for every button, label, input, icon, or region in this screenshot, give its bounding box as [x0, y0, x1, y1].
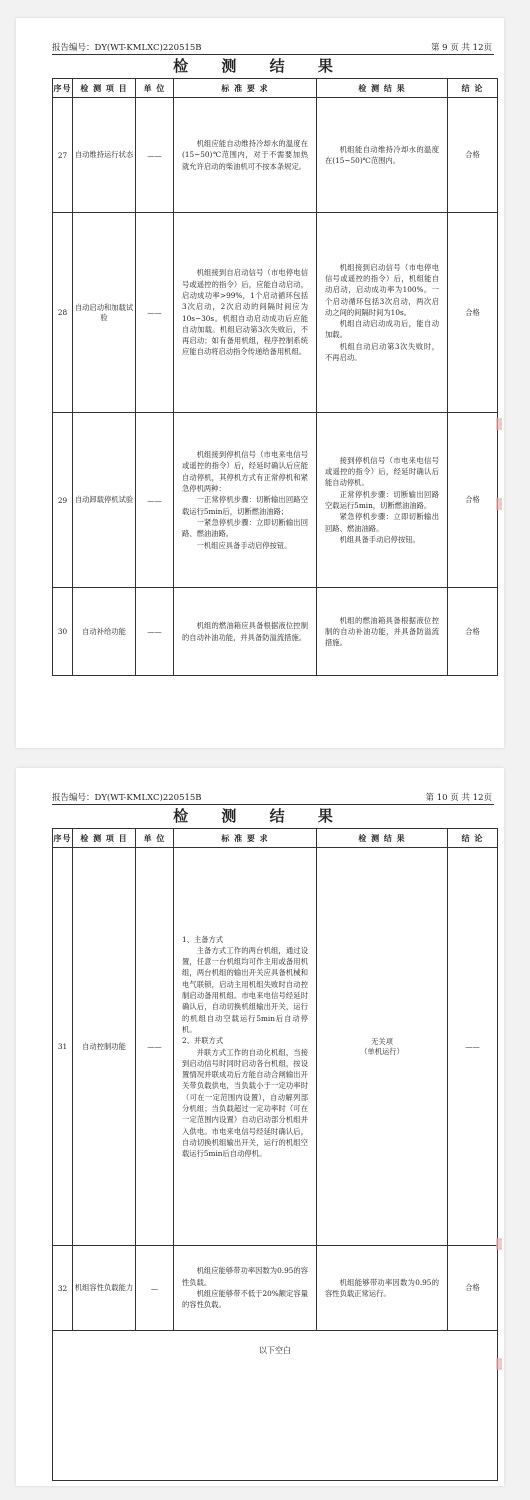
row-result: 机组的燃油箱具备根据液位控制的自动补油功能，并具备防溢流措施。: [317, 588, 448, 676]
row-unit: ——: [136, 588, 174, 676]
row-unit: ——: [136, 413, 174, 588]
row-number: 32: [53, 1246, 73, 1331]
row-number: 31: [53, 848, 73, 1246]
col-header-result: 检 测 结 果: [317, 829, 448, 848]
table-header-row: [53, 79, 498, 98]
row-conclusion: 合格: [448, 213, 498, 413]
row-conclusion: 合格: [448, 1246, 498, 1331]
row-unit: ——: [136, 98, 174, 213]
report-number: 报告编号：DY(WT-KMLXC)220515B: [52, 43, 202, 53]
row-number: 30: [53, 588, 73, 676]
col-header-result: 检 测 结 果: [317, 79, 448, 98]
row-unit: ——: [136, 213, 174, 413]
stamp-edge-mark: [496, 1238, 502, 1250]
row-unit: —: [136, 1246, 174, 1331]
stamp-edge-mark: [496, 498, 502, 510]
row-item: 自动维持运行状态: [73, 98, 136, 213]
page-indicator: 第 10 页 共 12页: [425, 793, 492, 803]
row-number: 27: [53, 98, 73, 213]
page-title: 检 测 结 果: [173, 57, 347, 75]
table-row: [53, 1246, 498, 1331]
row-requirement: 机组的燃油箱应具备根据液位控制的自动补油功能，并具备防溢流措施。: [174, 588, 317, 676]
results-table: [52, 78, 498, 676]
stamp-edge-mark: [496, 1358, 502, 1370]
row-result: 机组能自动维持冷却水的温度在(15~50)℃范围内。: [317, 98, 448, 213]
col-header-requirement: 标 准 要 求: [174, 829, 317, 848]
row-item: 机组容性负载能力: [73, 1246, 136, 1331]
row-item: 自动启动和加载试验: [73, 213, 136, 413]
row-requirement: 机组接到停机信号（市电来电信号或遥控的指令）后，经延时确认后应能自动停机，其停机方式有正常停机和紧急停机两种： 一正常停机步骤：切断输出回路空载运行5min后，切断燃油油路； 一紧急停机步骤：立即切断输出回路、燃油油路。 一机组应具备手动启停按钮。: [174, 413, 317, 588]
row-result: 接到停机信号（市电来电信号或遥控的指令）后，经延时确认后能自动停机。 正常停机步骤：切断输出回路空载运行5min，切断燃油油路。 紧急停机步骤：立即切断输出回路、燃油油路。 机组具备手动启停按钮。: [317, 413, 448, 588]
row-result: 机组能够带功率因数为0.95的容性负载正常运行。: [317, 1246, 448, 1331]
blank-note: 以下空白: [53, 1331, 498, 1481]
report-number: 报告编号：DY(WT-KMLXC)220515B: [52, 793, 202, 803]
col-header-unit: 单 位: [136, 79, 174, 98]
table-row: [53, 848, 498, 1246]
row-result: 无关项 （单机运行）: [317, 848, 448, 1246]
table-row: [53, 588, 498, 676]
results-table: [52, 828, 498, 1481]
table-row: [53, 98, 498, 213]
row-conclusion: 合格: [448, 588, 498, 676]
row-item: 自动补给功能: [73, 588, 136, 676]
row-requirement: 机组接到自启动信号（市电停电信号或遥控的指令）后，应能自动启动，启动成功率>99%，1个启动循环包括3次启动，2次启动的间隔时间应为10s~30s。机组自动启动成功后应能自动加载。机组启动第3次失败后，不再启动；如有备用机组，程序控制系统应能自动将启动指令传递给备用机组。: [174, 213, 317, 413]
col-header-conclusion: 结 论: [448, 79, 498, 98]
page-indicator: 第 9 页 共 12页: [430, 43, 492, 53]
col-header-no: 序号: [53, 829, 73, 848]
row-item: 自动卸载停机试验: [73, 413, 136, 588]
row-conclusion: ——: [448, 848, 498, 1246]
report-page-9: [16, 18, 504, 748]
row-item: 自动控制功能: [73, 848, 136, 1246]
row-requirement: 机组应能够带功率因数为0.95的容性负载。 机组应能够带不低于20%额定容量的容性负载。: [174, 1246, 317, 1331]
page-header: [52, 40, 494, 55]
row-requirement: 1、主备方式 主备方式工作的两台机组，通过设置，任意一台机组均可作主用或备用机组，两台机组的输出开关应具备机械和电气联锁，启动主用机组失败时自动控制启动备用机组。市电来电信号经延时确认后，自动切换机组输出开关，运行的机组自动空载运行5min后自动停机。 2、并联方式 并联方式工作的自动化机组，当接到启动信号时同时启动各台机组，按设置情况并联成功后方能自动合闸输出开关带负载供电，当负载小于一定功率时（可在一定范围内设置），自动解列部分机组；当负载超过一定功率时（可在一定范围内设置）自动启动部分机组并入供电。市电来电信号经延时确认后，自动切换机组输出开关，运行的机组空载运行5min后自动停机。: [174, 848, 317, 1246]
row-conclusion: 合格: [448, 413, 498, 588]
stamp-edge-mark: [496, 418, 502, 430]
col-header-item: 检 测 项 目: [73, 829, 136, 848]
page-title: 检 测 结 果: [173, 807, 347, 825]
row-conclusion: 合格: [448, 98, 498, 213]
row-result: 机组接到启动信号（市电停电信号或遥控的指令）后，机组能自动启动，启动成功率为100%。一个启动循环包括3次启动，两次启动之间的间隔时间为10s。 机组自动启动成功后，能自动加载。 机组自动启动第3次失败时，不再启动。: [317, 213, 448, 413]
row-number: 28: [53, 213, 73, 413]
report-page-10: [16, 768, 504, 1486]
table-row: [53, 413, 498, 588]
col-header-item: 检 测 项 目: [73, 79, 136, 98]
col-header-unit: 单 位: [136, 829, 174, 848]
col-header-requirement: 标 准 要 求: [174, 79, 317, 98]
row-number: 29: [53, 413, 73, 588]
blank-remainder-row: [53, 1331, 498, 1481]
row-unit: ——: [136, 848, 174, 1246]
table-header-row: [53, 829, 498, 848]
row-requirement: 机组应能自动维持冷却水的温度在(15~50)℃范围内，对于不需要加热就允许启动的柴油机可不按本条规定。: [174, 98, 317, 213]
page-header: [52, 790, 494, 805]
col-header-no: 序号: [53, 79, 73, 98]
table-row: [53, 213, 498, 413]
col-header-conclusion: 结 论: [448, 829, 498, 848]
